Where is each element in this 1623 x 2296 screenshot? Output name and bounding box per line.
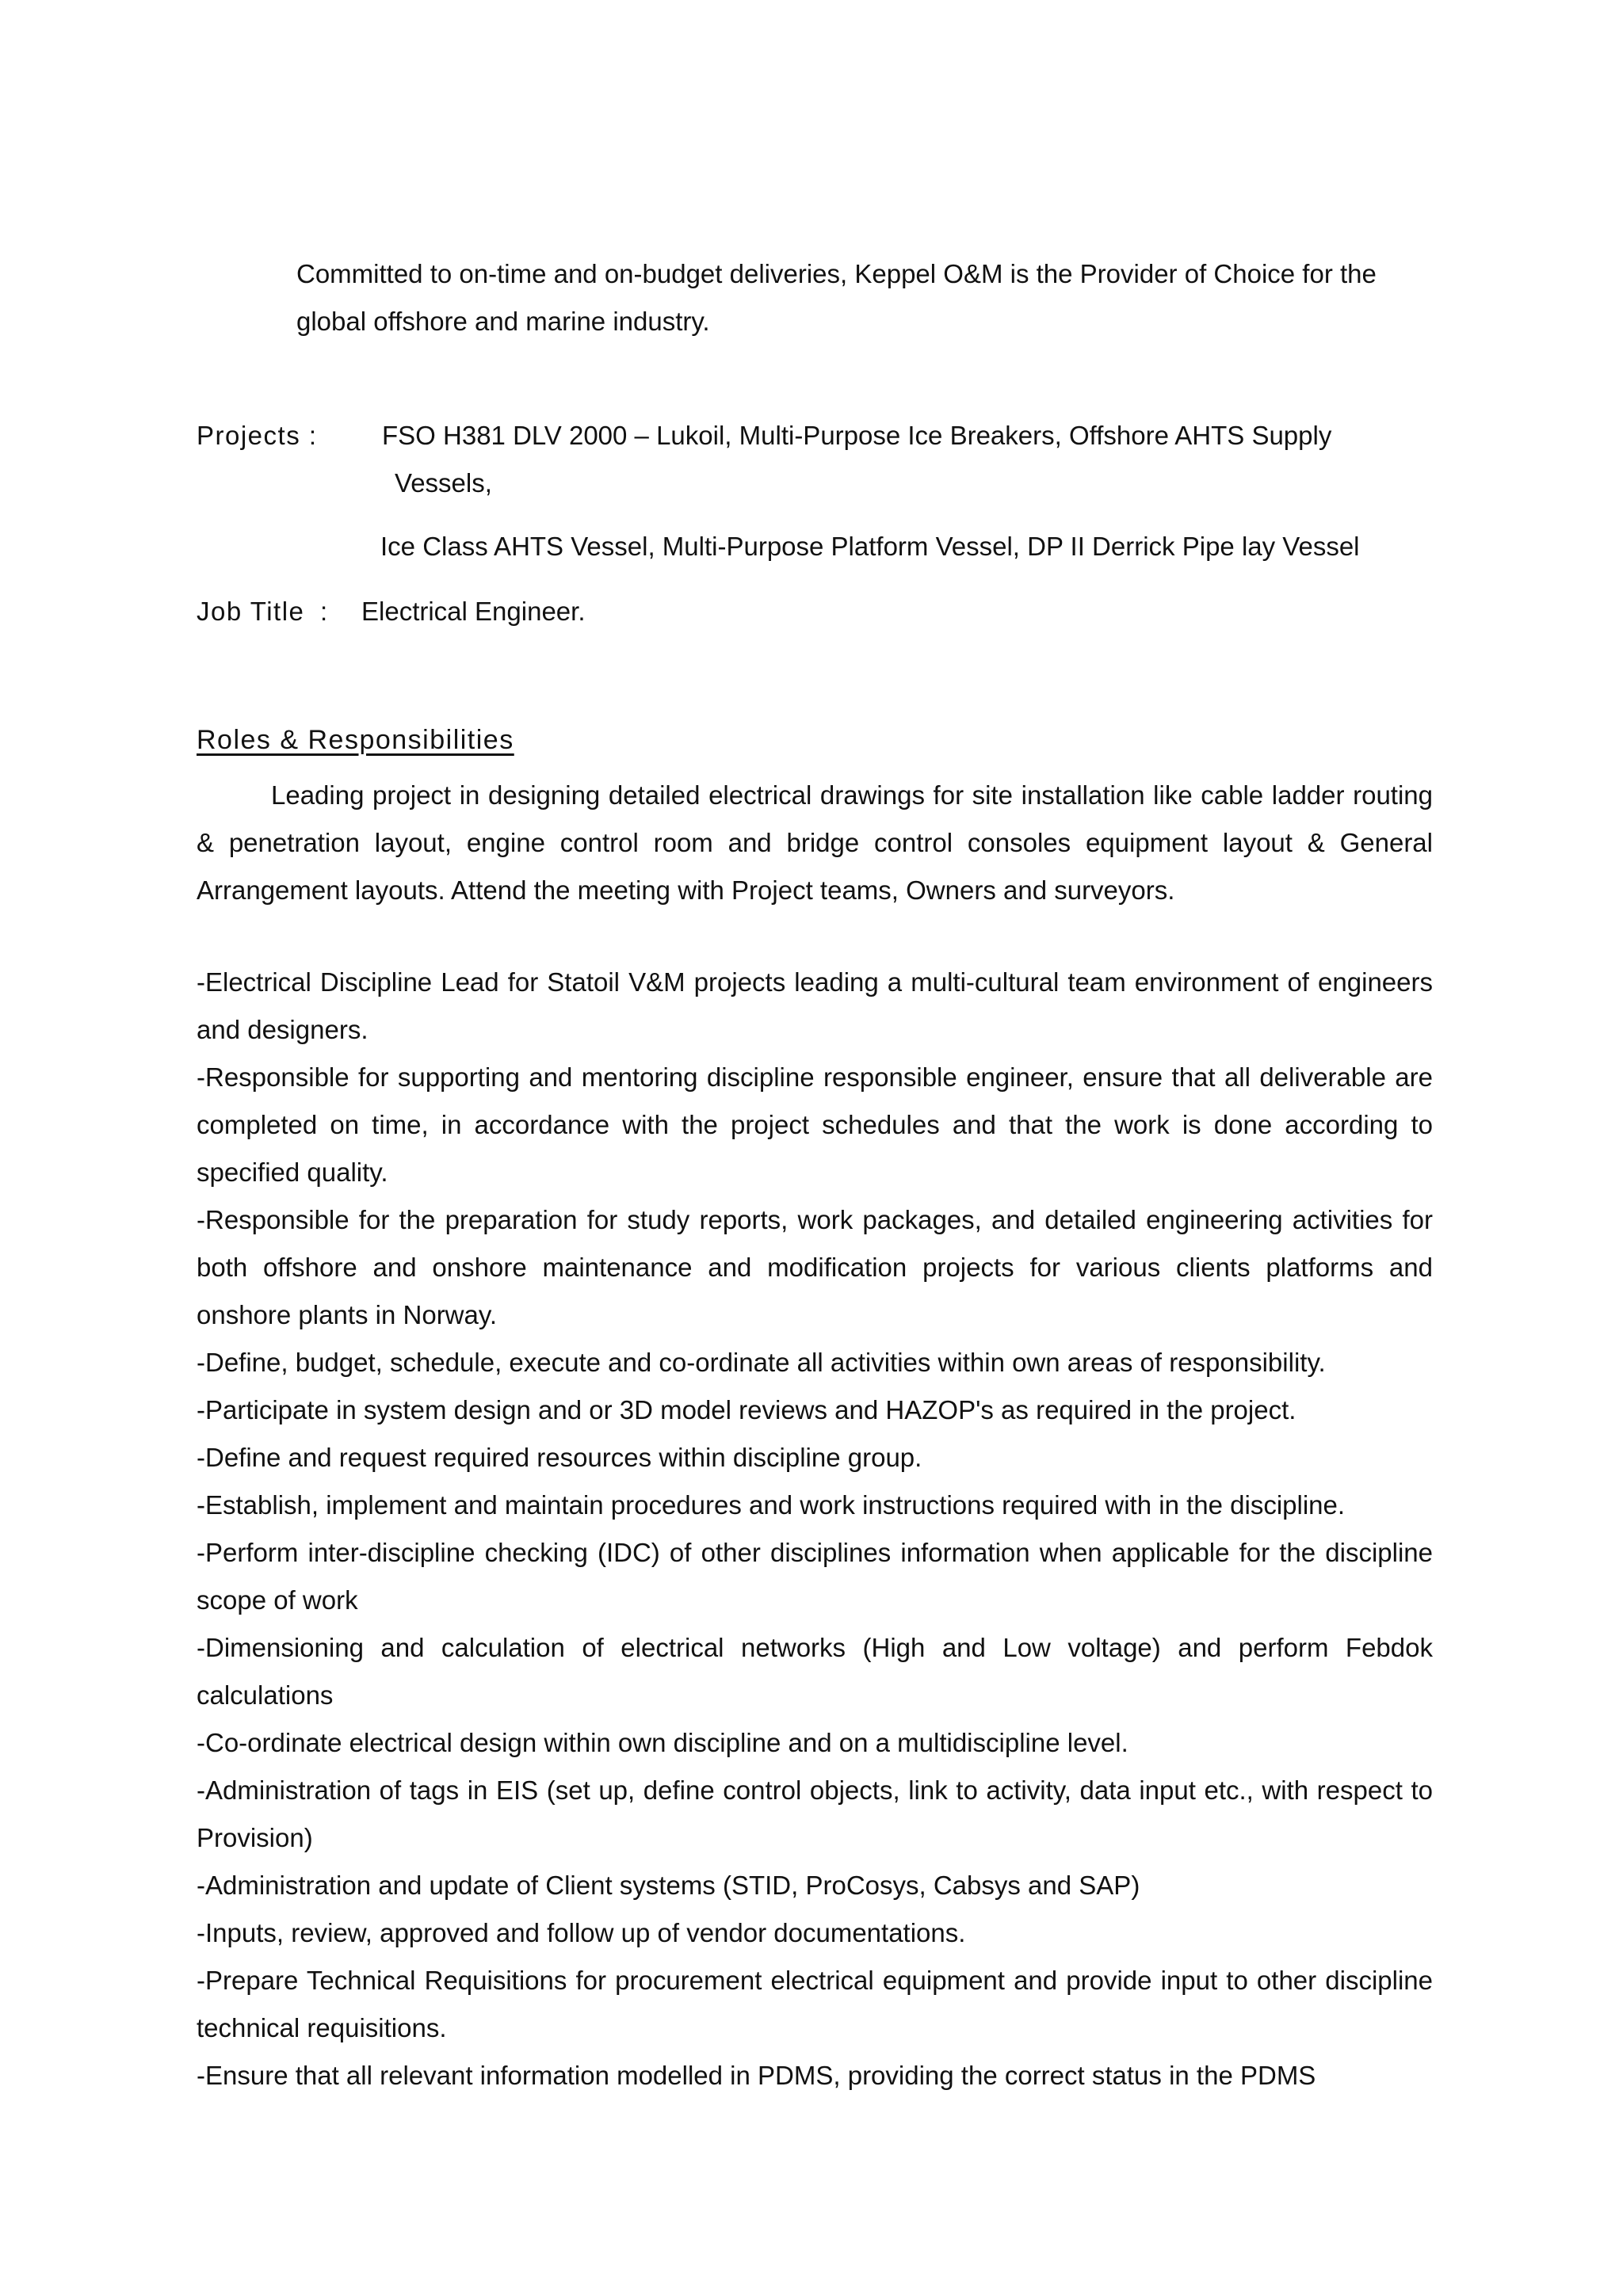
intro-line-1: Committed to on-time and on-budget deliveries, Keppel O&M is the Provider of Choice for the <box>296 259 1377 288</box>
job-title-label: Job Title <box>197 597 305 626</box>
list-item: -Dimensioning and calculation of electrical networks (High and Low voltage) and perform Febdok calculations <box>197 1633 1433 1710</box>
list-item: -Perform inter-discipline checking (IDC) of other disciplines information when applicable for the discipline scope of work <box>197 1538 1433 1615</box>
intro-line-2: global offshore and marine industry. <box>296 307 710 336</box>
list-item: -Establish, implement and maintain procedures and work instructions required with in the discipline. <box>197 1490 1346 1520</box>
projects-label: Projects : <box>197 421 318 450</box>
list-item: -Ensure that all relevant information modelled in PDMS, providing the correct status in the PDMS <box>197 2061 1316 2090</box>
list-item: -Co-ordinate electrical design within own discipline and on a multidiscipline level. <box>197 1728 1128 1757</box>
list-item: -Participate in system design and or 3D model reviews and HAZOP's as required in the project. <box>197 1395 1296 1425</box>
roles-heading: Roles & Responsibilities <box>197 725 514 755</box>
list-item: -Define and request required resources within discipline group. <box>197 1443 922 1472</box>
job-title-value: Electrical Engineer. <box>361 597 586 626</box>
projects-line-1: FSO H381 DLV 2000 – Lukoil, Multi-Purpose Ice Breakers, Offshore AHTS Supply <box>382 421 1332 450</box>
list-item: -Administration and update of Client systems (STID, ProCosys, Cabsys and SAP) <box>197 1871 1140 1900</box>
projects-line-3: Ice Class AHTS Vessel, Multi-Purpose Platform Vessel, DP II Derrick Pipe lay Vessel <box>380 532 1360 561</box>
list-item: -Prepare Technical Requisitions for procurement electrical equipment and provide input to other discipline technical requisitions. <box>197 1966 1433 2042</box>
list-item: -Responsible for the preparation for study reports, work packages, and detailed engineering activities for both offshore and onshore maintenance and modification projects for various clients platforms and onshore plants in Norway. <box>197 1205 1433 1329</box>
list-item: -Inputs, review, approved and follow up of vendor documentations. <box>197 1918 966 1947</box>
list-item: -Responsible for supporting and mentoring discipline responsible engineer, ensure that all deliverable are completed on time, in accordance with the project schedules and that the work is done according to specified quality. <box>197 1062 1433 1187</box>
job-title-colon: : <box>320 597 328 626</box>
list-item: -Administration of tags in EIS (set up, define control objects, link to activity, data input etc., with respect to Provision) <box>197 1775 1433 1852</box>
responsibilities-list <box>197 959 1433 2100</box>
projects-line-2: Vessels, <box>395 468 492 498</box>
roles-paragraph: Leading project in designing detailed electrical drawings for site installation like cable ladder routing & penetration layout, engine control room and bridge control consoles equipment layout & General Arrangement layouts. Attend the meeting with Project teams, Owners and surveyors. <box>197 780 1433 905</box>
list-item: -Define, budget, schedule, execute and co-ordinate all activities within own areas of responsibility. <box>197 1348 1326 1377</box>
list-item: -Electrical Discipline Lead for Statoil V&M projects leading a multi-cultural team environment of engineers and designers. <box>197 967 1433 1044</box>
